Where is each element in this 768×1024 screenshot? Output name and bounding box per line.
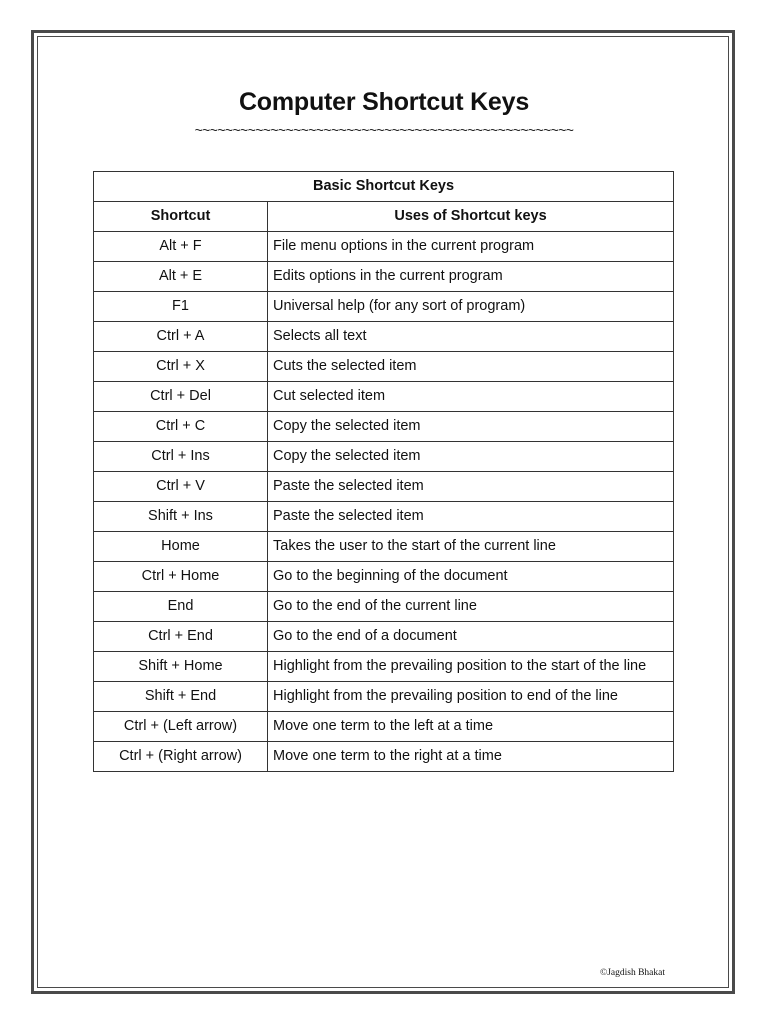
shortcut-use-cell: Paste the selected item xyxy=(268,502,674,532)
shortcut-key-cell: End xyxy=(94,592,268,622)
shortcut-use-cell: File menu options in the current program xyxy=(268,232,674,262)
shortcut-use-cell: Edits options in the current program xyxy=(268,262,674,292)
shortcut-use-cell: Cut selected item xyxy=(268,382,674,412)
shortcut-key-cell: Ctrl + C xyxy=(94,412,268,442)
table-row xyxy=(94,652,674,682)
table-row xyxy=(94,622,674,652)
shortcut-key-cell: Ctrl + Del xyxy=(94,382,268,412)
table-header-row xyxy=(94,202,674,232)
shortcut-use-cell: Move one term to the right at a time xyxy=(268,742,674,772)
shortcut-key-cell: Ctrl + Home xyxy=(94,562,268,592)
table-row xyxy=(94,712,674,742)
shortcut-key-cell: Ctrl + End xyxy=(94,622,268,652)
shortcut-key-cell: F1 xyxy=(94,292,268,322)
shortcut-key-cell: Ctrl + Ins xyxy=(94,442,268,472)
shortcut-key-cell: Shift + Home xyxy=(94,652,268,682)
table-row xyxy=(94,532,674,562)
shortcut-key-cell: Ctrl + X xyxy=(94,352,268,382)
table-row xyxy=(94,442,674,472)
shortcut-use-cell: Takes the user to the start of the current line xyxy=(268,532,674,562)
shortcut-key-cell: Ctrl + (Right arrow) xyxy=(94,742,268,772)
shortcut-key-cell: Ctrl + A xyxy=(94,322,268,352)
table-caption: Basic Shortcut Keys xyxy=(94,172,674,202)
shortcut-use-cell: Highlight from the prevailing position to end of the line xyxy=(268,682,674,712)
shortcut-key-cell: Alt + E xyxy=(94,262,268,292)
column-header-shortcut: Shortcut xyxy=(94,202,268,232)
shortcut-use-cell: Go to the beginning of the document xyxy=(268,562,674,592)
shortcut-use-cell: Highlight from the prevailing position to the start of the line xyxy=(268,652,674,682)
table-row xyxy=(94,472,674,502)
table-row xyxy=(94,262,674,292)
shortcut-use-cell: Go to the end of the current line xyxy=(268,592,674,622)
shortcut-use-cell: Move one term to the left at a time xyxy=(268,712,674,742)
shortcut-use-cell: Copy the selected item xyxy=(268,442,674,472)
column-header-uses: Uses of Shortcut keys xyxy=(268,202,674,232)
shortcut-key-cell: Alt + F xyxy=(94,232,268,262)
title-underline: ~~~~~~~~~~~~~~~~~~~~~~~~~~~~~~~~~~~~~~~~~~~~~~~~~~ xyxy=(194,122,574,138)
shortcut-key-cell: Shift + End xyxy=(94,682,268,712)
table-row xyxy=(94,742,674,772)
table-row xyxy=(94,562,674,592)
shortcut-use-cell: Selects all text xyxy=(268,322,674,352)
shortcut-table xyxy=(93,171,674,772)
table-row xyxy=(94,292,674,322)
shortcut-use-cell: Universal help (for any sort of program) xyxy=(268,292,674,322)
table-caption-row xyxy=(94,172,674,202)
page-title: Computer Shortcut Keys xyxy=(238,88,530,116)
shortcut-key-cell: Ctrl + V xyxy=(94,472,268,502)
shortcut-key-cell: Shift + Ins xyxy=(94,502,268,532)
table-row xyxy=(94,322,674,352)
shortcut-use-cell: Paste the selected item xyxy=(268,472,674,502)
shortcut-key-cell: Home xyxy=(94,532,268,562)
shortcut-key-cell: Ctrl + (Left arrow) xyxy=(94,712,268,742)
table-row xyxy=(94,232,674,262)
shortcut-use-cell: Cuts the selected item xyxy=(268,352,674,382)
copyright-notice: ©Jagdish Bhakat xyxy=(600,968,666,978)
table-row xyxy=(94,352,674,382)
table-row xyxy=(94,592,674,622)
shortcut-use-cell: Go to the end of a document xyxy=(268,622,674,652)
table-row xyxy=(94,412,674,442)
shortcut-use-cell: Copy the selected item xyxy=(268,412,674,442)
table-row xyxy=(94,382,674,412)
table-row xyxy=(94,682,674,712)
table-row xyxy=(94,502,674,532)
